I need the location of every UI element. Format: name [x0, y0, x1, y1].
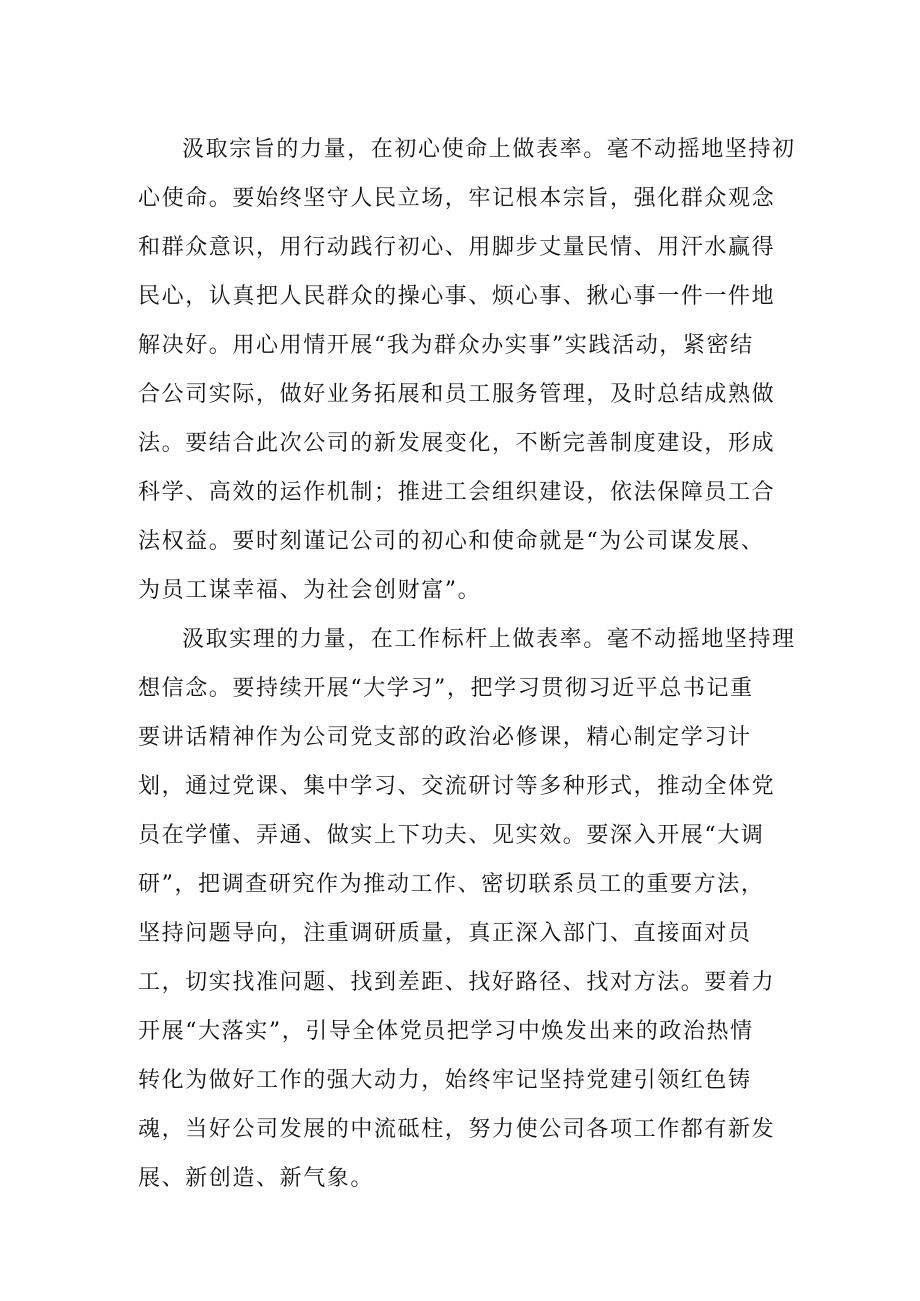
paragraph-line: 转化为做好工作的强大动力，始终牢记坚持党建引领红色铸 — [138, 1068, 752, 1093]
paragraph-line: 法。要结合此次公司的新发展变化，不断完善制度建设，形成 — [138, 431, 776, 456]
paragraph-line: 心使命。要始终坚守人民立场，牢记根本宗旨，强化群众观念 — [138, 186, 776, 211]
paragraph-line: 想信念。要持续开展“大学习”，把学习贯彻习近平总书记重 — [138, 676, 754, 701]
paragraph-line: 开展“大落实”，引导全体党员把学习中焕发出来的政治热情 — [138, 1019, 754, 1044]
paragraph-line: 和群众意识，用行动践行初心、用脚步丈量民情、用汗水赢得 — [138, 235, 776, 260]
paragraph-line: 科学、高效的运作机制；推进工会组织建设，依法保障员工合 — [138, 480, 776, 505]
paragraph-1 — [138, 125, 796, 615]
paragraph-2 — [138, 615, 796, 1203]
paragraph-line: 法权益。要时刻谨记公司的初心和使命就是“为公司谋发展、 — [138, 529, 765, 554]
paragraph-line: 研”，把调查研究作为推动工作、密切联系员工的重要方法， — [138, 872, 765, 897]
paragraph-line: 合公司实际，做好业务拓展和员工服务管理，及时总结成熟做 — [138, 382, 776, 407]
paragraph-line: 工，切实找准问题、找到差距、找好路径、找对方法。要着力 — [138, 970, 776, 995]
paragraph-line: 要讲话精神作为公司党支部的政治必修课，精心制定学习计 — [138, 725, 752, 750]
document-body — [138, 125, 796, 1203]
paragraph-line: 汲取实理的力量，在工作标杆上做表率。毫不动摇地坚持理 — [182, 627, 796, 652]
paragraph-line: 坚持问题导向，注重调研质量，真正深入部门、直接面对员 — [138, 921, 752, 946]
paragraph-line: 民心，认真把人民群众的操心事、烦心事、揪心事一件一件地 — [138, 284, 776, 309]
paragraph-line: 为员工谋幸福、为社会创财富”。 — [138, 578, 482, 603]
paragraph-line: 展、新创造、新气象。 — [138, 1166, 375, 1191]
paragraph-line: 解决好。用心用情开展“我为群众办实事”实践活动，紧密结 — [138, 333, 754, 358]
paragraph-line: 汲取宗旨的力量，在初心使命上做表率。毫不动摇地坚持初 — [182, 137, 796, 162]
paragraph-line: 员在学懂、弄通、做实上下功夫、见实效。要深入开展“大调 — [138, 823, 765, 848]
paragraph-line: 划，通过党课、集中学习、交流研讨等多种形式，推动全体党 — [138, 774, 776, 799]
paragraph-line: 魂，当好公司发展的中流砥柱，努力使公司各项工作都有新发 — [138, 1117, 776, 1142]
